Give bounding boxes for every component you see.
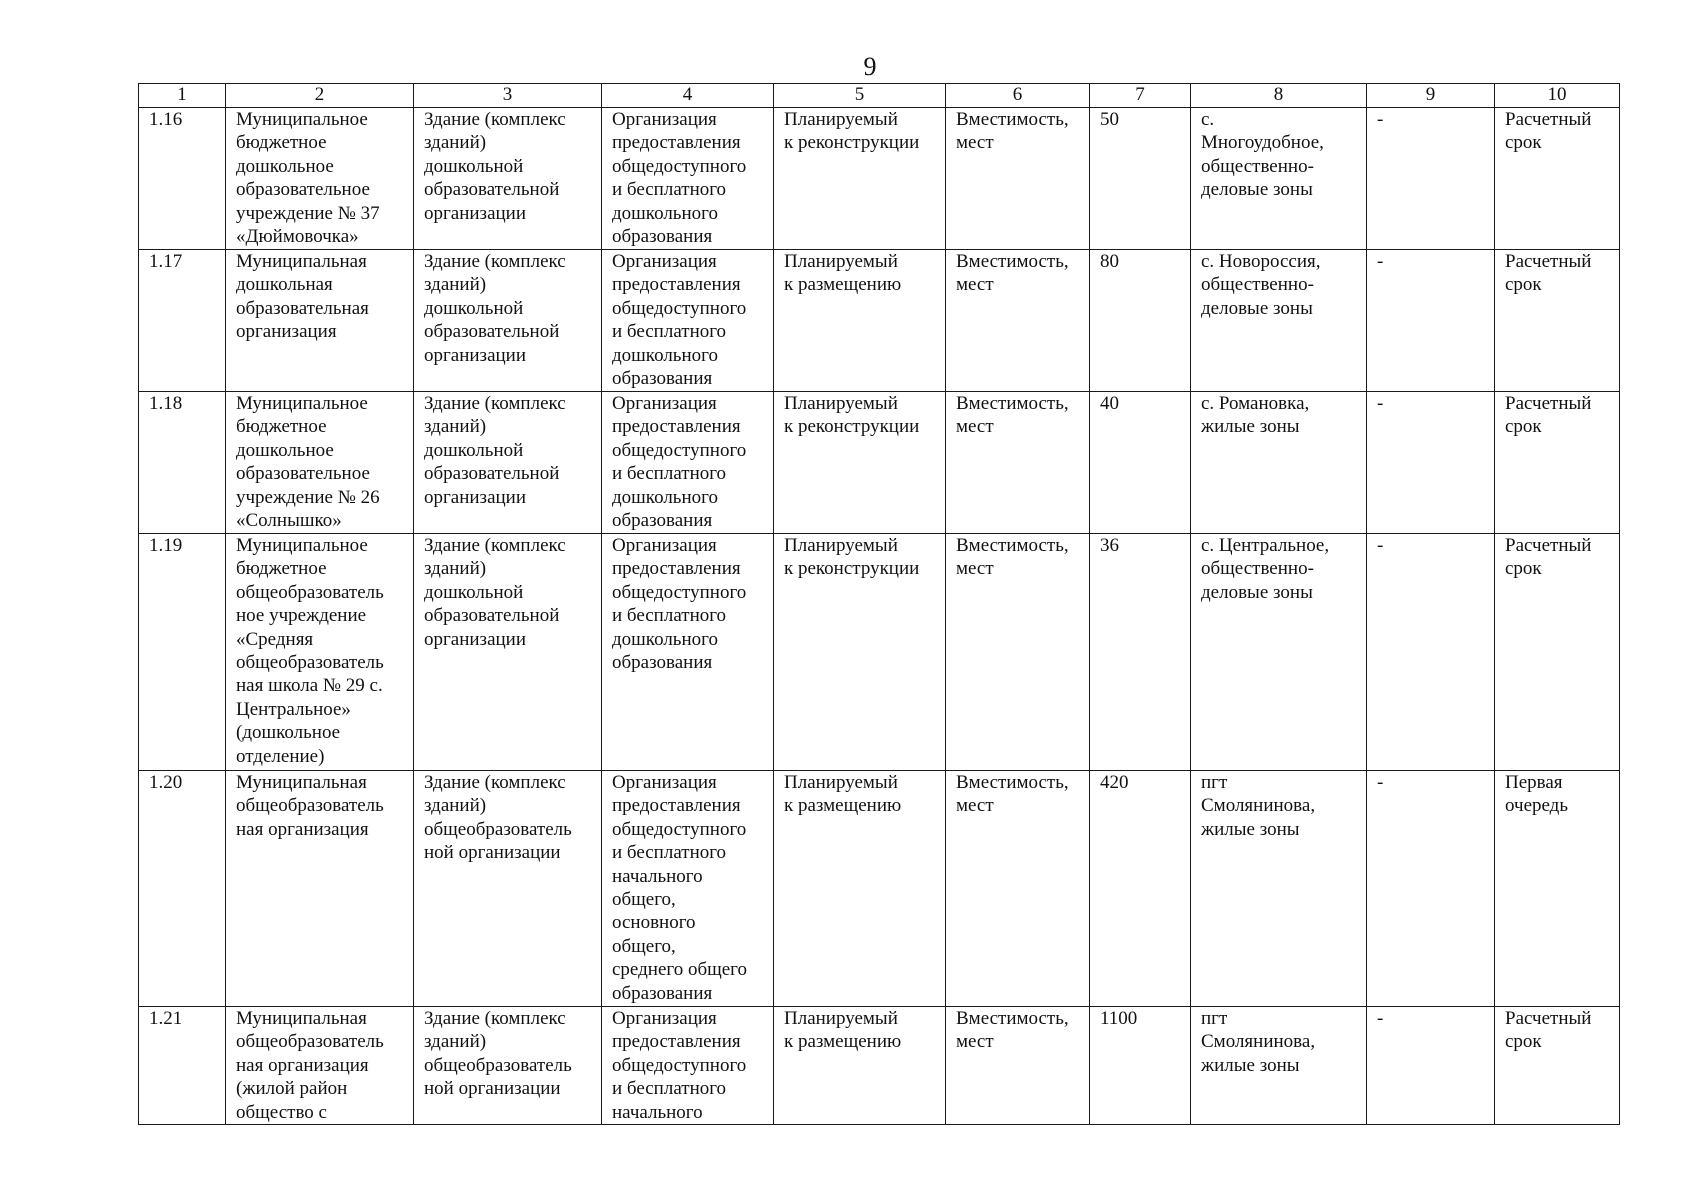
object-type-cell <box>414 108 602 250</box>
row-number-cell <box>139 534 226 771</box>
cell-text: Вместимость, мест <box>956 251 1069 296</box>
object-type-cell <box>414 771 602 1007</box>
table-row <box>139 1007 1620 1125</box>
purpose-cell <box>602 108 774 250</box>
value-cell <box>1090 392 1191 534</box>
location-cell <box>1191 250 1367 392</box>
object-name-cell <box>226 771 414 1007</box>
purpose-cell <box>602 250 774 392</box>
table-row <box>139 108 1620 250</box>
cell-text: 1.19 <box>149 535 183 556</box>
characteristic-cell <box>946 250 1090 392</box>
term-cell <box>1495 534 1620 771</box>
cell-text: Организация предоставления общедоступного и бесплатного начального общего, основного общего, среднего общего образования <box>612 772 748 1004</box>
cell-text: Планируемый к размещению <box>784 1008 902 1053</box>
status-cell <box>774 108 946 250</box>
zone-cell <box>1367 534 1495 771</box>
object-name-cell <box>226 250 414 392</box>
purpose-cell <box>602 534 774 771</box>
table-row <box>139 250 1620 392</box>
status-cell <box>774 250 946 392</box>
cell-text: 80 <box>1100 251 1119 272</box>
cell-text: 1.18 <box>149 393 183 414</box>
table-row <box>139 771 1620 1007</box>
cell-text: с. Многоудобное, общественно- деловые зоны <box>1201 109 1324 201</box>
cell-text: Муниципальное бюджетное общеобразователь ное учреждение «Средняя общеобразователь ная школа № 29 с. Центральное» (дошкольное отделение) <box>236 535 384 767</box>
cell-text: - <box>1377 251 1384 272</box>
cell-text: 50 <box>1100 109 1119 130</box>
zone-cell <box>1367 1007 1495 1125</box>
characteristic-cell <box>946 771 1090 1007</box>
characteristic-cell <box>946 108 1090 250</box>
header-row <box>139 84 1620 108</box>
cell-text: Вместимость, мест <box>956 109 1069 154</box>
cell-text: с. Романовка, жилые зоны <box>1201 393 1310 438</box>
value-cell <box>1090 250 1191 392</box>
status-cell <box>774 771 946 1007</box>
row-number-cell <box>139 1007 226 1125</box>
cell-text: 1.20 <box>149 772 183 793</box>
value-cell <box>1090 1007 1191 1125</box>
status-cell <box>774 392 946 534</box>
cell-text: Планируемый к размещению <box>784 772 902 817</box>
cell-text: Муниципальная общеобразователь ная организация (жилой район общество с <box>236 1008 384 1123</box>
purpose-cell <box>602 771 774 1007</box>
cell-text: Муниципальное бюджетное дошкольное образовательное учреждение № 26 «Солнышко» <box>236 393 380 532</box>
location-cell <box>1191 771 1367 1007</box>
object-type-cell <box>414 534 602 771</box>
value-cell <box>1090 108 1191 250</box>
object-type-cell <box>414 1007 602 1125</box>
page-number: 9 <box>863 52 877 81</box>
cell-text: Здание (комплекс зданий) общеобразователь ной организации <box>424 772 572 864</box>
column-header: 10 <box>1495 84 1620 108</box>
zone-cell <box>1367 108 1495 250</box>
cell-text: - <box>1377 1008 1384 1029</box>
term-cell <box>1495 250 1620 392</box>
cell-text: Организация предоставления общедоступного и бесплатного дошкольного образования <box>612 535 747 674</box>
column-header: 5 <box>774 84 946 108</box>
table-row <box>139 392 1620 534</box>
cell-text: Расчетный срок <box>1505 535 1592 580</box>
cell-text: Планируемый к реконструкции <box>784 535 920 580</box>
zone-cell <box>1367 250 1495 392</box>
term-cell <box>1495 108 1620 250</box>
cell-text: - <box>1377 109 1384 130</box>
cell-text: пгт Смолянинова, жилые зоны <box>1201 772 1316 840</box>
zone-cell <box>1367 771 1495 1007</box>
cell-text: Расчетный срок <box>1505 251 1592 296</box>
cell-text: Организация предоставления общедоступного и бесплатного дошкольного образования <box>612 251 747 390</box>
column-header: 8 <box>1191 84 1367 108</box>
object-name-cell <box>226 534 414 771</box>
cell-text: Муниципальная общеобразователь ная организация <box>236 772 384 840</box>
cell-text: Здание (комплекс зданий) дошкольной образовательной организации <box>424 109 566 224</box>
row-number-cell <box>139 392 226 534</box>
cell-text: Расчетный срок <box>1505 109 1592 154</box>
term-cell <box>1495 771 1620 1007</box>
cell-text: Здание (комплекс зданий) дошкольной образовательной организации <box>424 393 566 508</box>
characteristic-cell <box>946 392 1090 534</box>
cell-text: 1.17 <box>149 251 183 272</box>
column-header: 4 <box>602 84 774 108</box>
location-cell <box>1191 534 1367 771</box>
purpose-cell <box>602 1007 774 1125</box>
cell-text: 420 <box>1100 772 1129 793</box>
cell-text: Вместимость, мест <box>956 535 1069 580</box>
cell-text: Муниципальная дошкольная образовательная организация <box>236 251 369 343</box>
cell-text: 1.16 <box>149 109 183 130</box>
cell-text: Расчетный срок <box>1505 393 1592 438</box>
column-header: 9 <box>1367 84 1495 108</box>
cell-text: 1.21 <box>149 1008 183 1029</box>
cell-text: с. Центральное, общественно- деловые зоны <box>1201 535 1330 603</box>
table-row <box>139 534 1620 771</box>
column-header: 2 <box>226 84 414 108</box>
row-number-cell <box>139 108 226 250</box>
row-number-cell <box>139 250 226 392</box>
cell-text: 36 <box>1100 535 1119 556</box>
value-cell <box>1090 771 1191 1007</box>
cell-text: Здание (комплекс зданий) общеобразователь ной организации <box>424 1008 572 1100</box>
cell-text: Планируемый к реконструкции <box>784 109 920 154</box>
status-cell <box>774 1007 946 1125</box>
term-cell <box>1495 392 1620 534</box>
cell-text: Расчетный срок <box>1505 1008 1592 1053</box>
object-name-cell <box>226 1007 414 1125</box>
cell-text: - <box>1377 772 1384 793</box>
object-name-cell <box>226 108 414 250</box>
location-cell <box>1191 1007 1367 1125</box>
location-cell <box>1191 108 1367 250</box>
row-number-cell <box>139 771 226 1007</box>
cell-text: Организация предоставления общедоступного и бесплатного дошкольного образования <box>612 109 747 248</box>
status-cell <box>774 534 946 771</box>
zone-cell <box>1367 392 1495 534</box>
column-header: 6 <box>946 84 1090 108</box>
cell-text: Вместимость, мест <box>956 772 1069 817</box>
column-header: 7 <box>1090 84 1191 108</box>
cell-text: 1100 <box>1100 1008 1138 1029</box>
value-cell <box>1090 534 1191 771</box>
object-type-cell <box>414 392 602 534</box>
column-header: 3 <box>414 84 602 108</box>
cell-text: Вместимость, мест <box>956 1008 1069 1053</box>
cell-text: - <box>1377 393 1384 414</box>
cell-text: - <box>1377 535 1384 556</box>
cell-text: Вместимость, мест <box>956 393 1069 438</box>
cell-text: Здание (комплекс зданий) дошкольной образовательной организации <box>424 535 566 650</box>
cell-text: Муниципальное бюджетное дошкольное образовательное учреждение № 37 «Дюймовочка» <box>236 109 380 248</box>
planning-table <box>138 83 1620 1125</box>
cell-text: пгт Смолянинова, жилые зоны <box>1201 1008 1316 1076</box>
cell-text: 40 <box>1100 393 1119 414</box>
cell-text: Планируемый к размещению <box>784 251 902 296</box>
object-type-cell <box>414 250 602 392</box>
term-cell <box>1495 1007 1620 1125</box>
cell-text: Организация предоставления общедоступного и бесплатного дошкольного образования <box>612 393 747 532</box>
characteristic-cell <box>946 534 1090 771</box>
cell-text: Первая очередь <box>1505 772 1569 817</box>
cell-text: с. Новороссия, общественно- деловые зоны <box>1201 251 1321 319</box>
cell-text: Организация предоставления общедоступного и бесплатного начального <box>612 1008 747 1123</box>
purpose-cell <box>602 392 774 534</box>
location-cell <box>1191 392 1367 534</box>
cell-text: Здание (комплекс зданий) дошкольной образовательной организации <box>424 251 566 366</box>
object-name-cell <box>226 392 414 534</box>
cell-text: Планируемый к реконструкции <box>784 393 920 438</box>
column-header: 1 <box>139 84 226 108</box>
characteristic-cell <box>946 1007 1090 1125</box>
